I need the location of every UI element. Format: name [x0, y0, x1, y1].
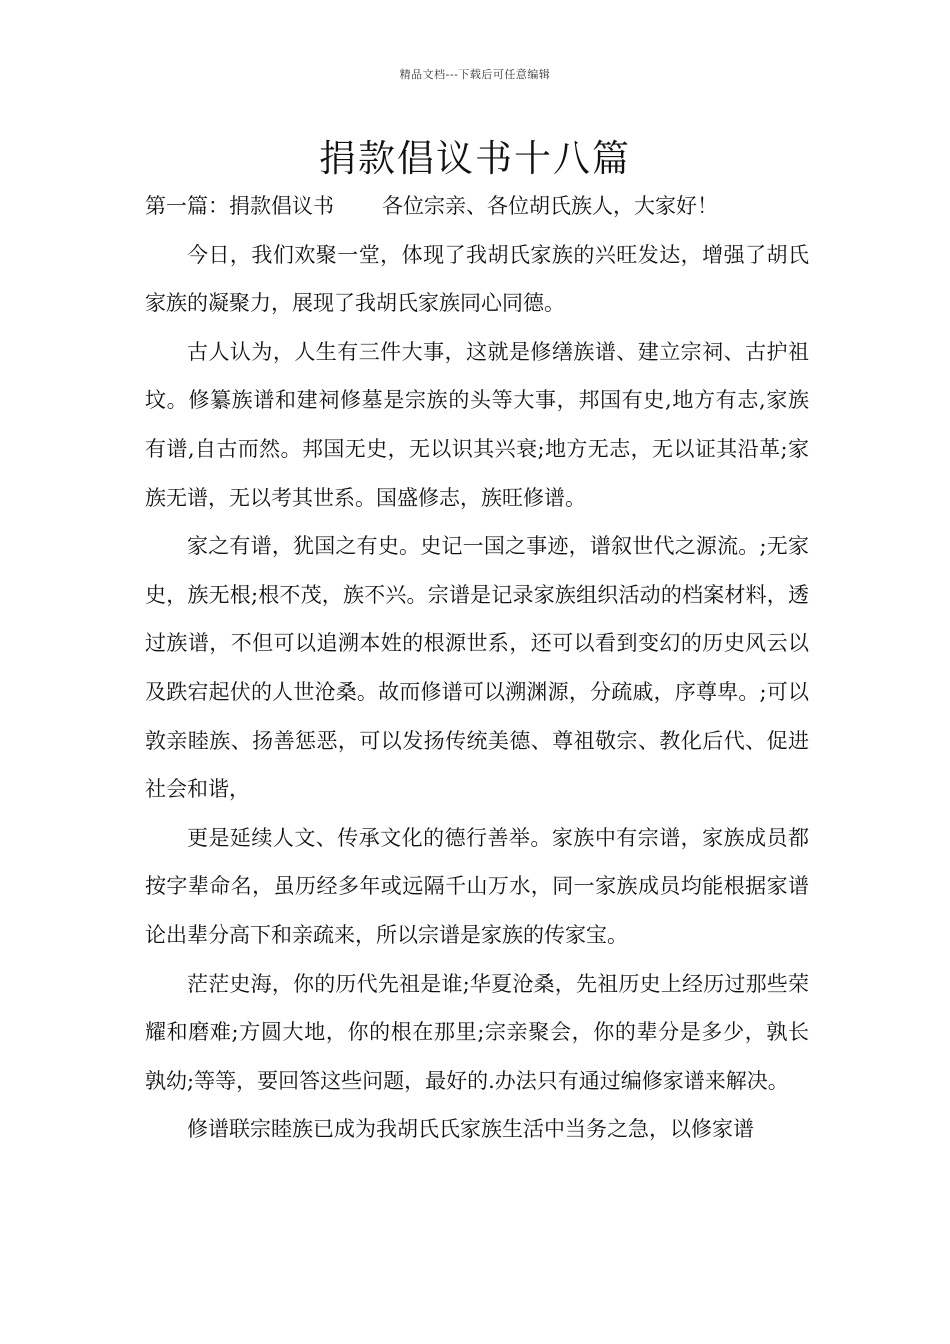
paragraph: 茫茫史海，你的历代先祖是谁;华夏沧桑，先祖历史上经历过那些荣耀和磨难;方圆大地，你的根在那里;宗亲聚会，你的辈分是多少，孰长孰幼;等等，要回答这些问题，最好的.办法只有通过编修家谱来解决。	[145, 971, 809, 1093]
paragraph: 修谱联宗睦族已成为我胡氏氏家族生活中当务之急，以修家谱	[187, 1117, 754, 1142]
document-title: 捐款倡议书十八篇	[319, 137, 631, 180]
page-header-note: 精品文档---下载后可任意编辑	[399, 68, 551, 81]
greeting: 各位宗亲、各位胡氏族人，大家好！	[382, 194, 718, 218]
paragraph: 更是延续人文、传承文化的德行善举。家族中有宗谱，家族成员都按字辈命名，虽历经多年或远隔千山万水，同一家族成员均能根据家谱论出辈分高下和亲疏来，所以宗谱是家族的传家宝。	[145, 825, 809, 947]
section-label: 第一篇：捐款倡议书	[145, 194, 334, 218]
first-line	[145, 182, 809, 231]
paragraph: 今日，我们欢聚一堂，体现了我胡氏家族的兴旺发达，增强了胡氏家族的凝聚力，展现了我胡氏家族同心同德。	[145, 242, 809, 316]
paragraph: 古人认为，人生有三件大事，这就是修缮族谱、建立宗祠、古护祖坟。修纂族谱和建祠修墓是宗族的头等大事，邦国有史,地方有志,家族有谱,自古而然。邦国无史，无以识其兴衰;地方无志，无以证其沿革;家族无谱，无以考其世系。国盛修志，族旺修谱。	[145, 339, 809, 510]
document-body	[145, 182, 809, 1154]
paragraph: 家之有谱，犹国之有史。史记一国之事迹，谱叙世代之源流。;无家史，族无根;根不茂，族不兴。宗谱是记录家族组织活动的档案材料，透过族谱，不但可以追溯本姓的根源世系，还可以看到变幻的历史风云以及跌宕起伏的人世沧桑。故而修谱可以溯渊源，分疏戚，序尊卑。;可以敦亲睦族、扬善惩恶，可以发扬传统美德、尊祖敬宗、教化后代、促进社会和谐，	[145, 534, 809, 802]
